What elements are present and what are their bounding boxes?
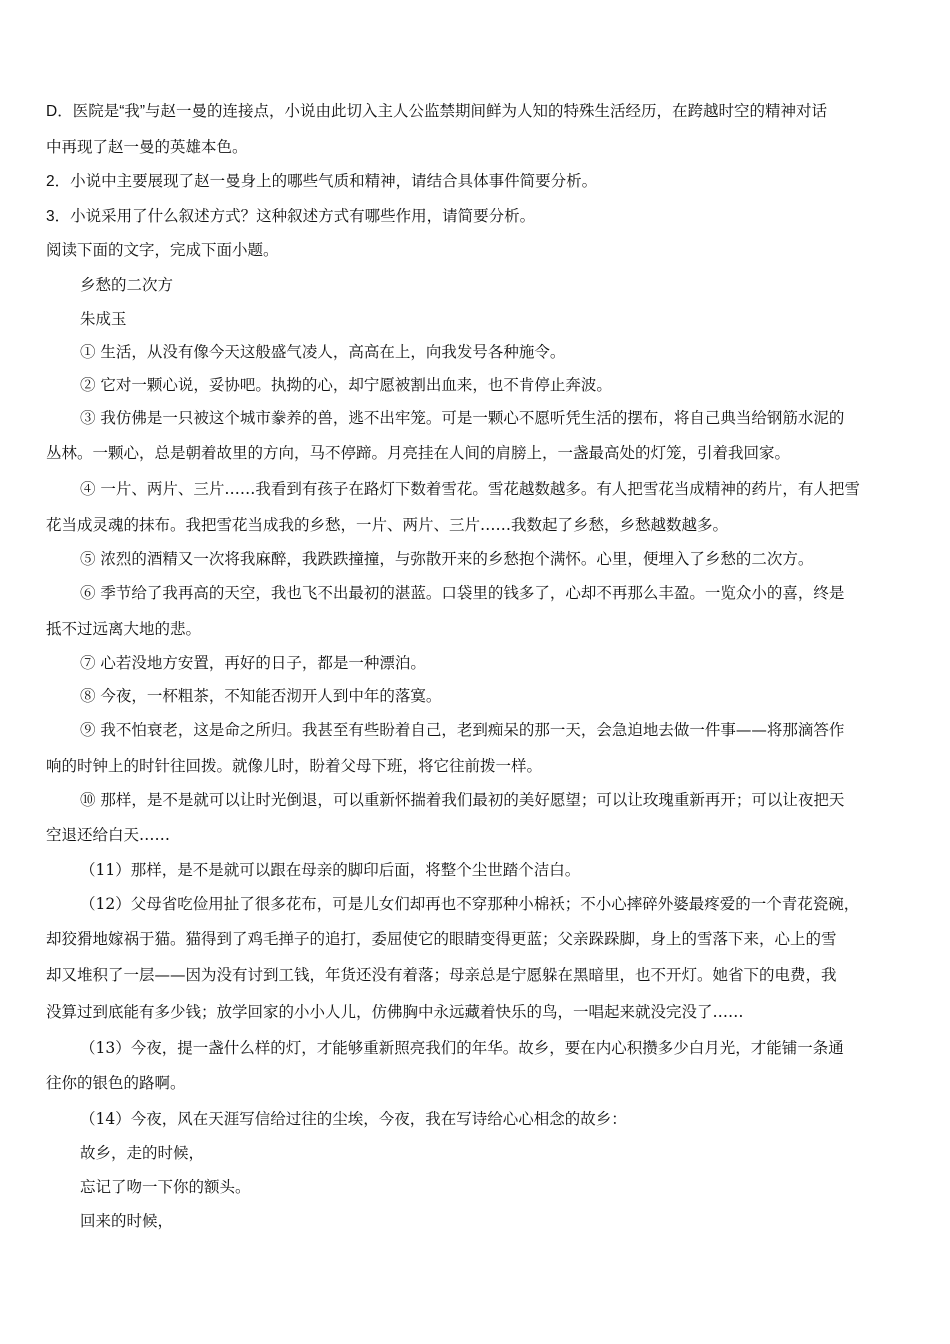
paragraph-line: ⑧ 今夜，一杯粗茶，不知能否沏开人到中年的落寞。 [80, 687, 442, 705]
paragraph-line: （12）父母省吃俭用扯了很多花布，可是儿女们却再也不穿那种小棉袄；不小心摔碎外婆最疼爱的一个青花瓷碗， [80, 895, 860, 913]
paragraph-line: （13）今夜，提一盏什么样的灯，才能够重新照亮我们的年华。故乡，要在内心积攒多少白月光，才能铺一条通 [80, 1039, 844, 1057]
paragraph-line: （14）今夜，风在天涯写信给过往的尘埃，今夜，我在写诗给心心相念的故乡： [80, 1110, 627, 1128]
paragraph-line: ⑤ 浓烈的酒精又一次将我麻醉，我跌跌撞撞，与弥散开来的乡愁抱个满怀。心里，便埋入了乡愁的二次方。 [80, 550, 814, 568]
paragraph-line: ⑥ 季节给了我再高的天空，我也飞不出最初的湛蓝。口袋里的钱多了，心却不再那么丰盈。一览众小的喜，终是 [80, 584, 845, 602]
paragraph-line: 往你的银色的路啊。 [46, 1074, 186, 1092]
paragraph-line: 丛林。一颗心，总是朝着故里的方向，马不停蹄。月亮挂在人间的肩膀上，一盏最高处的灯笼，引着我回家。 [46, 444, 791, 462]
paragraph-line: ⑩ 那样，是不是就可以让时光倒退，可以重新怀揣着我们最初的美好愿望；可以让玫瑰重新再开；可以让夜把天 [80, 791, 845, 809]
paragraph-line: ⑨ 我不怕衰老，这是命之所归。我甚至有些盼着自己，老到痴呆的那一天，会急迫地去做一件事——将那滴答作 [80, 721, 845, 739]
paragraph-line: 空退还给白天…… [46, 826, 171, 844]
paragraph-line: （11）那样，是不是就可以跟在母亲的脚印后面，将整个尘世踏个洁白。 [80, 861, 581, 879]
paragraph-line: ③ 我仿佛是一只被这个城市豢养的兽，逃不出牢笼。可是一颗心不愿听凭生活的摆布，将自己典当给钢筋水泥的 [80, 409, 845, 427]
paragraph-line: 没算过到底能有多少钱；放学回家的小小人儿，仿佛胸中永远藏着快乐的鸟，一唱起来就没完没了…… [46, 1003, 744, 1021]
paragraph-line: ① 生活，从没有像今天这般盛气凌人，高高在上，向我发号各种施令。 [80, 343, 566, 361]
paragraph-line: ④ 一片、两片、三片……我看到有孩子在路灯下数着雪花。雪花越数越多。有人把雪花当成精神的药片，有人把雪 [80, 480, 860, 498]
question-3: 3．小说采用了什么叙述方式？这种叙述方式有哪些作用，请简要分析。 [46, 208, 536, 225]
question-2: 2．小说中主要展现了赵一曼身上的哪些气质和精神，请结合具体事件简要分析。 [46, 173, 598, 190]
paragraph-line: 抵不过远离大地的悲。 [46, 620, 202, 638]
passage-author: 朱成玉 [80, 310, 127, 328]
poem-line: 忘记了吻一下你的额头。 [80, 1178, 251, 1196]
paragraph-line: 却又堆积了一层——因为没有讨到工钱，年货还没有着落；母亲总是宁愿躲在黑暗里，也不开灯。她省下的电费，我 [46, 966, 837, 984]
paragraph-line: 却狡猾地嫁祸于猫。猫得到了鸡毛掸子的追打，委屈使它的眼睛变得更蓝；父亲跺跺脚，身上的雪落下来，心上的雪 [46, 930, 837, 948]
option-d-line-1: D．医院是“我”与赵一曼的连接点，小说由此切入主人公监禁期间鲜为人知的特殊生活经历，在跨越时空的精神对话 [46, 103, 828, 120]
reading-instruction: 阅读下面的文字，完成下面小题。 [46, 242, 279, 259]
passage-title: 乡愁的二次方 [80, 276, 174, 294]
paragraph-line: ⑦ 心若没地方安置，再好的日子，都是一种漂泊。 [80, 654, 426, 672]
paragraph-line: 响的时钟上的时针往回拨。就像儿时，盼着父母下班，将它往前拨一样。 [46, 757, 543, 775]
paragraph-line: 花当成灵魂的抹布。我把雪花当成我的乡愁，一片、两片、三片……我数起了乡愁，乡愁越数越多。 [46, 516, 729, 534]
paragraph-line: ② 它对一颗心说，妥协吧。执拗的心，却宁愿被割出血来，也不肯停止奔波。 [80, 376, 612, 394]
poem-line: 故乡，走的时候， [80, 1144, 205, 1162]
option-d-line-2: 中再现了赵一曼的英雄本色。 [46, 139, 248, 156]
poem-line: 回来的时候， [80, 1212, 174, 1230]
